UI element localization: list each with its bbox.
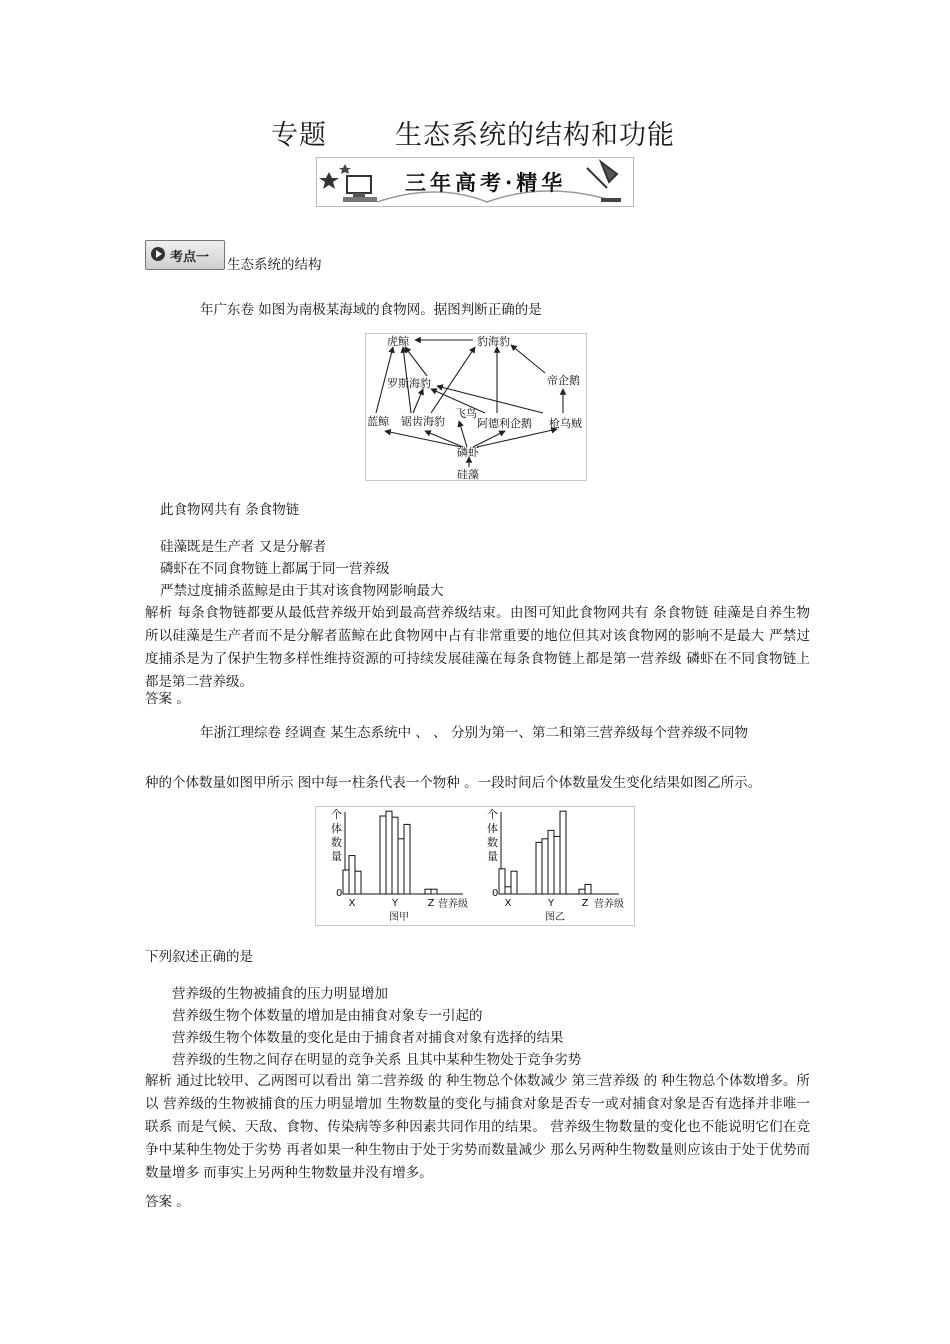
- q1-option: 严禁过度捕杀蓝鲸是由于其对该食物网影响最大: [160, 583, 444, 599]
- q2-option: 营养级生物个体数量的增加是由捕食对象专一引起的: [172, 1008, 483, 1024]
- bar-chart-figure: [315, 806, 635, 926]
- doc-title-label: 专题: [271, 120, 327, 151]
- category-label: Y: [547, 898, 555, 909]
- axis-origin-label: 0: [492, 888, 499, 899]
- y-axis-label: 体: [487, 822, 498, 835]
- q2-question: 下列叙述正确的是: [145, 949, 253, 965]
- q1-option: 磷虾在不同食物链上都属于同一营养级: [160, 561, 390, 577]
- bar: [579, 889, 585, 894]
- bar: [404, 824, 410, 894]
- category-label: Z: [427, 898, 435, 909]
- banner-text: 三年高考·精华: [405, 170, 567, 195]
- bar: [536, 842, 542, 894]
- q2-stem-line2: 种的个体数量如图甲所示 图中每一柱条代表一个物种 。一段时间后个体数量发生变化结果如图乙所示。: [145, 775, 762, 791]
- play-triangle: [156, 250, 162, 258]
- star-icon: [339, 164, 351, 174]
- bar: [499, 869, 505, 894]
- y-axis-label: 个: [487, 808, 498, 821]
- chart-title: 图乙: [545, 912, 565, 923]
- bar: [425, 889, 431, 894]
- y-axis-label: 个: [331, 808, 342, 821]
- org-luosi: 罗斯海豹: [387, 377, 431, 390]
- bar: [386, 811, 392, 894]
- bar: [355, 871, 361, 894]
- y-axis-label: 数: [331, 836, 342, 849]
- axis-origin-label: 0: [336, 888, 343, 899]
- badge-text: 考点一: [170, 250, 210, 265]
- bar: [431, 889, 437, 894]
- q1-answer: 答案 。: [145, 691, 190, 707]
- y-axis-label: 体: [331, 822, 342, 835]
- q2-option: 营养级的生物之间存在明显的竞争关系 且其中某种生物处于竞争劣势: [172, 1052, 582, 1068]
- bar: [560, 811, 566, 894]
- monitor-icon: [347, 176, 371, 193]
- category-label: Z: [581, 898, 589, 909]
- q1-stem: 年广东卷 如图为南极某海域的食物网。据图判断正确的是: [200, 302, 542, 318]
- lamp-icon: [587, 162, 617, 188]
- doc-title: 生态系统的结构和功能: [395, 120, 675, 151]
- bar: [511, 871, 517, 894]
- org-adeli: 阿德利企鹅: [477, 417, 532, 430]
- y-axis-label: 数: [487, 836, 498, 849]
- q1-option: 硅藻既是生产者 又是分解者: [160, 539, 327, 555]
- x-axis-label: 营养级: [594, 899, 624, 910]
- section-title: 生态系统的结构: [227, 257, 322, 273]
- x-axis-label: 营养级: [438, 899, 468, 910]
- star-icon: [319, 172, 339, 189]
- bar: [554, 836, 560, 894]
- q2-analysis: 解析 通过比较甲、乙两图可以看出 第二营养级 的 种生物总个体数减少 第三营养级 的 种生物总个体数增多。所以 营养级的生物被捕食的压力明显增加 生物数量的变化与捕食对象是否专一或对捕食对象是否有选择并非唯一联系 而是气候、天敌、食物、传染病等多种因素共同作用的结果。 营养级生物数量的变化也不能说明它们在竞争中某种生物处于劣势 再者如果一种生物由于处于劣势而数量减少 那么另两种生物数量则应该由于处于优势而数量增多 而事实上另两种生物数量并没有增多。: [145, 1073, 810, 1181]
- q1-analysis: 解析 每条食物链都要从最低营养级开始到最高营养级结束。由图可知此食物网共有 条食物链 硅藻是自养生物 所以硅藻是生产者而不是分解者蓝鲸在此食物网中占有非常重要的地位但其对该食物网的影响不是最大 严禁过度捕杀是为了保护生物多样性维持资源的可持续发展硅藻在每条食物链上都是第一营养级 磷虾在不同食物链上都是第二营养级。: [145, 605, 810, 690]
- bar: [380, 816, 386, 894]
- chart-title: 图甲: [389, 912, 409, 923]
- org-feiniao: 飞鸟: [455, 407, 477, 420]
- category-label: Y: [391, 898, 399, 909]
- bar: [548, 830, 554, 894]
- bar: [505, 887, 511, 894]
- org-juchi: 锯齿海豹: [401, 415, 445, 428]
- food-web-figure: [365, 333, 587, 481]
- y-axis-label: 量: [331, 850, 342, 863]
- bar: [542, 839, 548, 894]
- org-linxia: 磷虾: [457, 446, 479, 459]
- q2-option: 营养级的生物被捕食的压力明显增加: [172, 986, 388, 1002]
- org-guizao: 硅藻: [457, 468, 479, 481]
- section-banner: [316, 157, 634, 207]
- category-label: X: [504, 898, 512, 909]
- q2-stem-line1: 年浙江理综卷 经调查 某生态系统中 、 、 分别为第一、第二和第三营养级每个营养级不同物: [200, 725, 748, 741]
- bar: [585, 884, 591, 894]
- q2-answer: 答案 。: [145, 1194, 190, 1210]
- org-qiangwuzei: 枪乌贼: [549, 417, 582, 430]
- category-label: X: [348, 898, 356, 909]
- org-lanjing: 蓝鲸: [367, 415, 389, 428]
- badge-kaodian: [145, 240, 225, 270]
- bar: [349, 856, 355, 894]
- org-baohaibao: 豹海豹: [477, 335, 510, 348]
- org-hujing: 虎鲸: [387, 335, 409, 348]
- bar: [398, 839, 404, 894]
- org-diqie: 帝企鹅: [547, 374, 580, 387]
- q1-option: 此食物网共有 条食物链: [160, 502, 300, 518]
- bar: [343, 870, 349, 894]
- bar: [392, 817, 398, 894]
- y-axis-label: 量: [487, 850, 498, 863]
- q2-option: 营养级生物个体数量的变化是由于捕食者对捕食对象有选择的结果: [172, 1030, 564, 1046]
